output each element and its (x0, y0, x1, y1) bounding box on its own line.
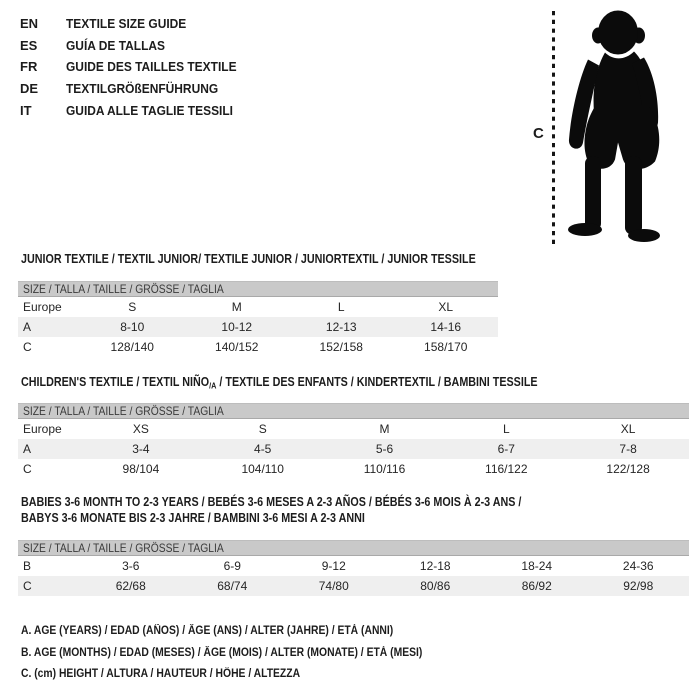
height-cell: 74/80 (318, 579, 349, 593)
size-cell: XL (620, 422, 636, 436)
age-cell: 5-6 (375, 442, 394, 456)
height-cell: 104/110 (241, 462, 284, 476)
footnote-age-years: A. AGE (YEARS) / EDAD (AÑOS) / ÂGE (ANS) / ALTER (JAHRE) / ETÀ (ANNI) (21, 625, 394, 637)
row-label: C (23, 340, 32, 354)
height-cell: 68/74 (217, 579, 248, 593)
height-cell: 62/68 (115, 579, 146, 593)
height-cell: 122/128 (606, 462, 650, 476)
height-cell: 128/140 (110, 340, 154, 354)
junior-size-table (18, 281, 498, 357)
language-label: GUÍA DE TALLAS (66, 37, 166, 53)
table-row (18, 459, 689, 479)
height-cell: 152/158 (319, 340, 363, 354)
table-row (18, 337, 498, 357)
footnotes (21, 621, 467, 686)
size-cell: M (379, 422, 390, 436)
table-row (18, 317, 498, 337)
language-label: GUIDA ALLE TAGLIE TESSILI (66, 102, 234, 118)
age-cell: 8-10 (120, 320, 145, 334)
age-cell: 7-8 (619, 442, 637, 456)
height-cell: 140/152 (215, 340, 259, 354)
children-section-heading: CHILDREN'S TEXTILE / TEXTIL $NIÑO_{/A}$ / TEXTILE DES ENFANTS / KINDERTEXTIL / BAMBINI TESSILE (21, 375, 538, 391)
size-cell: L (502, 422, 510, 436)
size-cell: XS (132, 422, 149, 436)
size-bar: SIZE / TALLA / TAILLE / GRÖSSE / TAGLIA (18, 281, 498, 297)
age-cell: 3-4 (132, 442, 150, 456)
language-row-en (20, 13, 251, 35)
language-code: IT (20, 102, 32, 118)
height-measure-label: C (533, 125, 544, 142)
language-code: ES (20, 37, 38, 53)
size-cell: M (231, 300, 242, 314)
table-row (18, 576, 689, 596)
language-label: TEXTILGRÖßENFÜHRUNG (66, 81, 219, 97)
language-row-fr (20, 56, 251, 78)
children-size-table (18, 403, 689, 479)
height-cell: 92/98 (623, 579, 654, 593)
language-label: TEXTILE SIZE GUIDE (66, 16, 187, 32)
footnote-height: C. (cm) HEIGHT / ALTURA / HAUTEUR / HÖHE / ALTEZZA (21, 668, 301, 681)
age-cell: 6-7 (497, 442, 515, 456)
height-cell: 86/92 (521, 579, 552, 593)
language-row-it (20, 99, 251, 121)
language-code: DE (20, 81, 39, 97)
table-row (18, 297, 498, 317)
table-row (18, 439, 689, 459)
language-code: FR (20, 59, 38, 75)
table-row (18, 556, 689, 576)
baby-silhouette-icon (563, 8, 663, 249)
size-cell: S (128, 300, 137, 314)
size-cell: XL (438, 300, 454, 314)
row-label: B (23, 559, 32, 573)
height-cell: 116/122 (485, 462, 528, 476)
age-cell: 24-36 (622, 559, 654, 573)
row-label: A (23, 442, 32, 456)
age-cell: 10-12 (221, 320, 253, 334)
age-cell: 6-9 (223, 559, 241, 573)
age-cell: 9-12 (321, 559, 346, 573)
babies-section-heading: BABIES 3-6 MONTH TO 2-3 YEARS / BEBÉS 3-6 MESES A 2-3 AÑOS / BÉBÉS 3-6 MOIS À 2-3 ANS / BABYS 3-6 MONATE BIS 2-3 JAHRE / BAMBINI 3-6 MESI A 2-3 ANNI (21, 495, 522, 525)
row-label: Europe (23, 422, 62, 436)
age-cell: 12-18 (419, 559, 451, 573)
height-cell: 110/116 (363, 462, 406, 476)
height-cell: 98/104 (122, 462, 160, 476)
language-list (20, 13, 251, 121)
heading-subscript: /A (209, 380, 217, 391)
size-bar: SIZE / TALLA / TAILLE / GRÖSSE / TAGLIA (18, 540, 689, 556)
height-cell: 80/86 (420, 579, 451, 593)
row-label: C (23, 462, 32, 476)
language-row-es (20, 35, 251, 57)
language-label: GUIDE DES TAILLES TEXTILE (66, 59, 237, 75)
age-cell: 18-24 (521, 559, 553, 573)
height-cell: 158/170 (424, 340, 468, 354)
height-dashed-line-icon (551, 11, 556, 249)
junior-section-heading: JUNIOR TEXTILE / TEXTIL JUNIOR/ TEXTILE JUNIOR / JUNIORTEXTIL / JUNIOR TESSILE (21, 252, 476, 266)
language-row-de (20, 78, 251, 100)
age-cell: 12-13 (325, 320, 357, 334)
footnote-age-months: B. AGE (MONTHS) / EDAD (MESES) / ÂGE (MOIS) / ALTER (MONATE) / ETÀ (MESI) (21, 646, 423, 659)
language-code: EN (20, 16, 39, 32)
age-cell: 4-5 (254, 442, 272, 456)
size-cell: S (258, 422, 267, 436)
age-cell: 14-16 (430, 320, 462, 334)
size-cell: L (337, 300, 345, 314)
row-label: C (23, 579, 32, 593)
row-label: A (23, 320, 32, 334)
size-bar: SIZE / TALLA / TAILLE / GRÖSSE / TAGLIA (18, 403, 689, 419)
row-label: Europe (23, 300, 62, 314)
table-row (18, 419, 689, 439)
babies-size-table (18, 540, 689, 596)
age-cell: 3-6 (122, 559, 140, 573)
